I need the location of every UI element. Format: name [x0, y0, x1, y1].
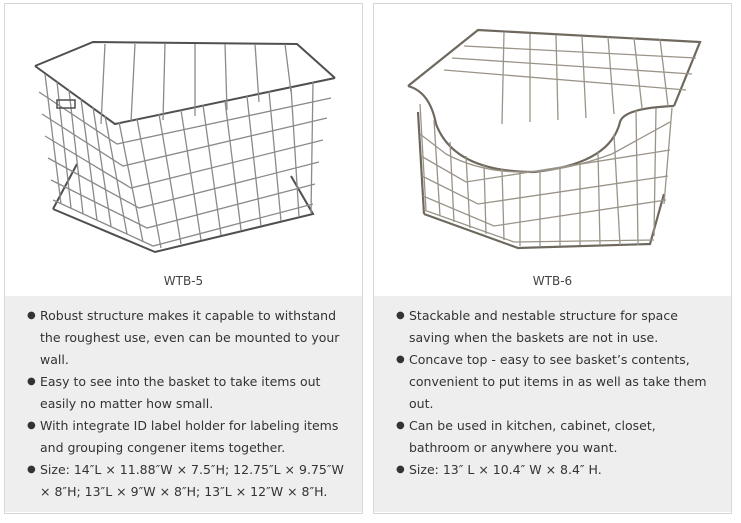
- feature-item: ● Can be used in kitchen, cabinet, closet, bathroom or anywhere you want.: [396, 415, 717, 459]
- bullet-icon: ●: [396, 310, 405, 321]
- bullet-icon: ●: [27, 376, 36, 387]
- wire-basket-icon: [5, 4, 362, 269]
- bullet-icon: ●: [396, 354, 405, 365]
- feature-list: [5, 296, 362, 503]
- feature-item: ● Robust structure makes it capable to withstand the roughest use, even can be mounted to your wall.: [27, 305, 348, 371]
- basket-image-wtb-5: [5, 4, 362, 269]
- bullet-icon: ●: [27, 464, 36, 475]
- product-card-wtb-6: [373, 3, 732, 514]
- product-card-wtb-5: [4, 3, 363, 514]
- basket-image-wtb-6: [374, 4, 731, 269]
- feature-item: ● Size: 13″ L × 10.4″ W × 8.4″ H.: [396, 459, 717, 481]
- product-model-label: WTB-5: [163, 274, 204, 288]
- feature-item: ● Easy to see into the basket to take items out easily no matter how small.: [27, 371, 348, 415]
- bullet-icon: ●: [396, 420, 405, 431]
- feature-panel: [374, 296, 731, 512]
- bullet-icon: ●: [396, 464, 405, 475]
- feature-item: ● Concave top - easy to see basket’s contents, convenient to put items in as well as take them out.: [396, 349, 717, 415]
- product-model-label: WTB-6: [532, 274, 573, 288]
- feature-item: ● With integrate ID label holder for labeling items and grouping congener items together.: [27, 415, 348, 459]
- scoop-wire-basket-icon: [374, 4, 731, 269]
- feature-list: [374, 296, 731, 481]
- feature-item: ● Stackable and nestable structure for space saving when the baskets are not in use.: [396, 305, 717, 349]
- feature-item: ● Size: 14″L × 11.88″W × 7.5″H; 12.75″L × 9.75″W × 8″H; 13″L × 9″W × 8″H; 13″L × 12″W × 8″H.: [27, 459, 348, 503]
- bullet-icon: ●: [27, 420, 36, 431]
- feature-panel: [5, 296, 362, 512]
- bullet-icon: ●: [27, 310, 36, 321]
